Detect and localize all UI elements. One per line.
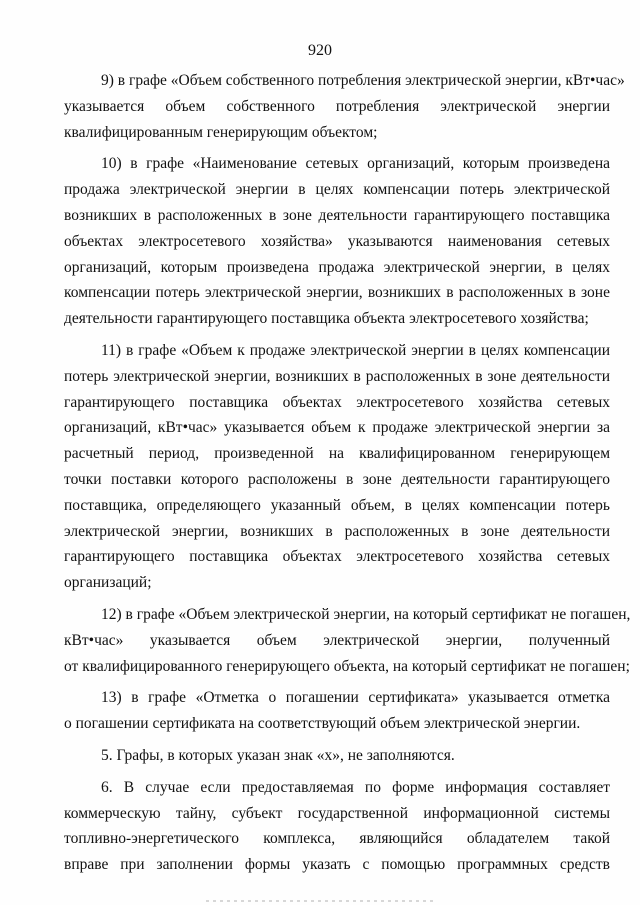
text-line: продажа электрической энергии в целях компенсации потерь электрической (64, 181, 610, 199)
text-line: 10) в графе «Наименование сетевых организаций, которым произведена (101, 155, 610, 173)
text-line: организаций; (64, 574, 152, 592)
text-line: топливно-энергетического комплекса, являющийся обладателем такой (64, 830, 610, 848)
text-line: точки поставки которого расположены в зоне деятельности гарантирующего (64, 470, 610, 488)
scan-edge-artifact (206, 900, 436, 902)
text-line: электрической энергии, возникших в расположенных в зоне деятельности (64, 522, 610, 540)
text-line: коммерческую тайну, субъект государственной информационной системы (64, 804, 610, 822)
text-line: объектах электросетевого хозяйства» указываются наименования сетевых (64, 232, 610, 250)
text-line: поставщика, определяющего указанный объем, в целях компенсации потерь (64, 496, 610, 514)
text-line: кВт•час» указывается объем электрической энергии, полученный (64, 631, 610, 649)
text-line: потерь электрической энергии, возникших в расположенных в зоне деятельности (64, 367, 610, 385)
text-line: гарантирующего поставщика объектах электросетевого хозяйства сетевых (64, 548, 610, 566)
text-line: 9) в графе «Объем собственного потребления электрической энергии, кВт•час» (101, 72, 625, 89)
text-line: 6. В случае если предоставляемая по форме информация составляет (101, 778, 610, 796)
text-line: компенсации потерь электрической энергии, возникших в расположенных в зоне (64, 284, 610, 302)
document-body (64, 68, 631, 878)
text-line: вправе при заполнении формы указать с помощью программных средств (64, 856, 610, 874)
text-line: организаций, кВт•час» указывается объем к продаже электрической энергии за (64, 419, 610, 437)
text-line: гарантирующего поставщика объектах электросетевого хозяйства сетевых (64, 393, 610, 411)
text-line: 13) в графе «Отметка о погашении сертификата» указывается отметка (101, 689, 610, 707)
text-line: расчетный период, произведенной на квалифицированном генерирующем (64, 445, 610, 463)
text-line: 5. Графы, в которых указан знак «х», не заполняются. (101, 746, 455, 764)
text-line: от квалифицированного генерирующего объекта, на который сертификат не погашен; (64, 657, 630, 675)
text-line: деятельности гарантирующего поставщика объекта электросетевого хозяйства; (64, 310, 589, 328)
text-line: указывается объем собственного потребления электрической энергии (64, 97, 610, 115)
text-line: возникших в расположенных в зоне деятельности гарантирующего поставщика (64, 206, 610, 224)
text-line: 12) в графе «Объем электрической энергии, на который сертификат не погашен, (101, 605, 631, 623)
text-line: квалифицированным генерирующим объектом; (64, 123, 378, 141)
text-line: 11) в графе «Объем к продаже электрической энергии в целях компенсации (101, 341, 610, 359)
text-line: о погашении сертификата на соответствующий объем электрической энергии. (64, 715, 581, 733)
page-number: 920 (308, 42, 332, 59)
text-line: организаций, которым произведена продажа электрической энергии, в целях (64, 258, 610, 276)
